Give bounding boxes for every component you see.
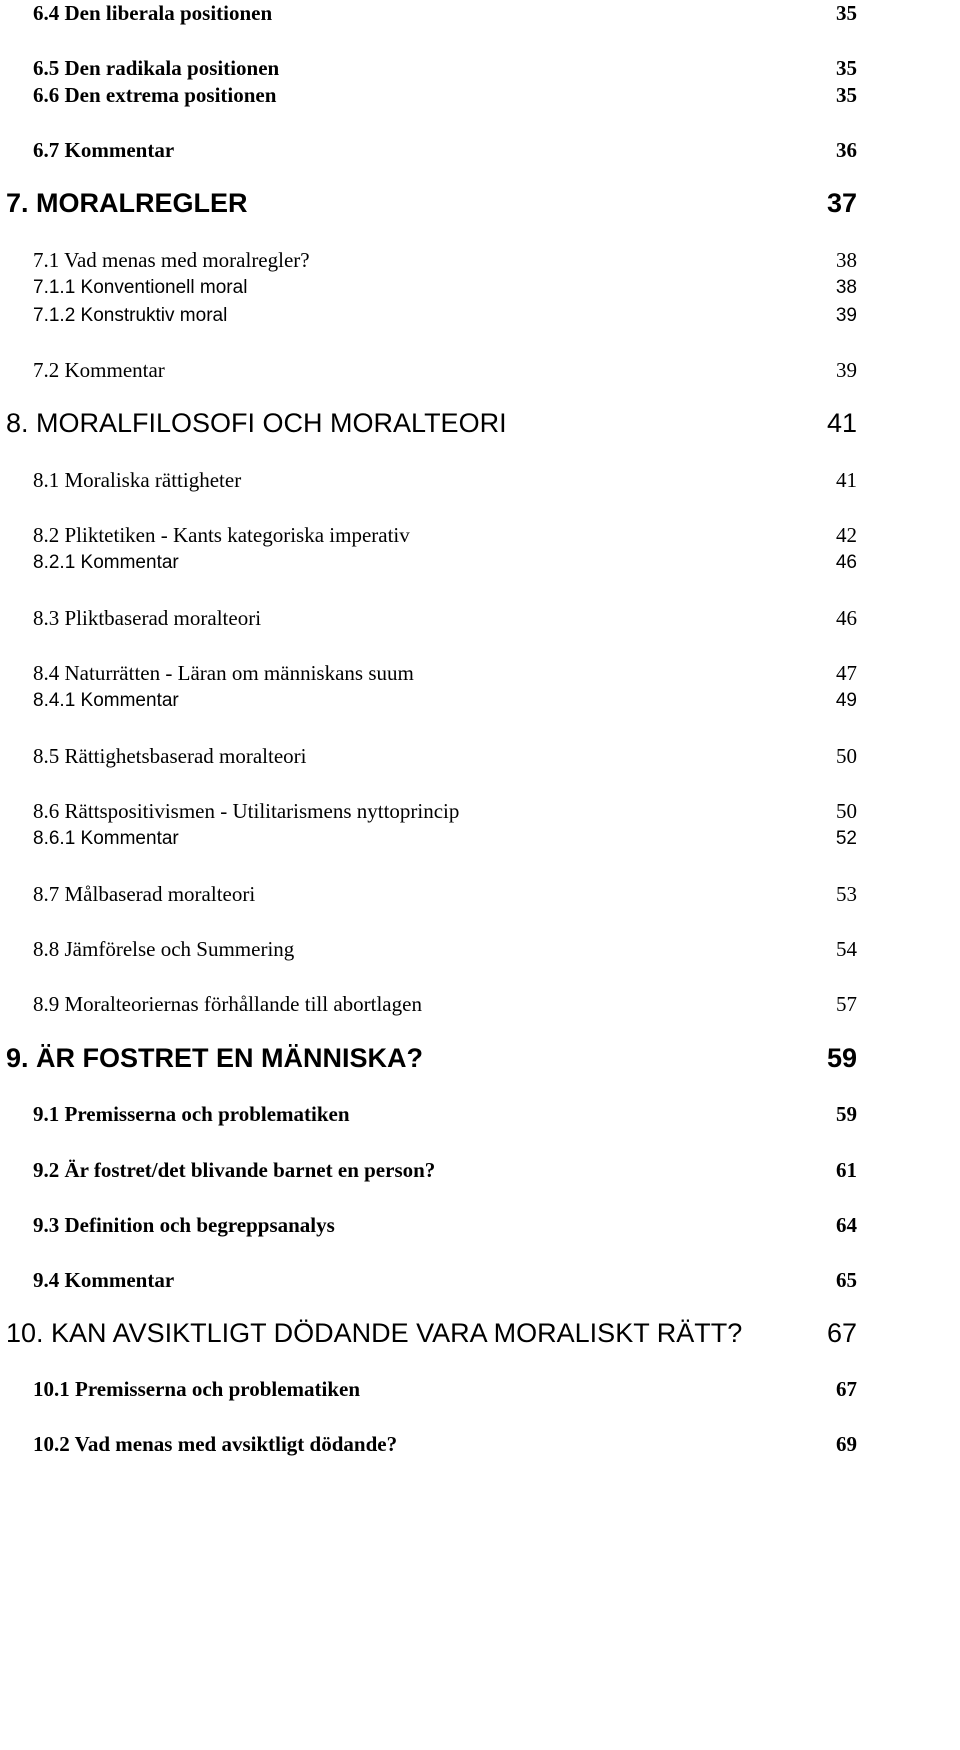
toc-entry[interactable] bbox=[0, 1150, 960, 1190]
toc-entry-title: 6.5 Den radikala positionen bbox=[33, 56, 280, 80]
toc-entry[interactable] bbox=[0, 1094, 960, 1134]
toc-entry-page: 59 bbox=[836, 1102, 857, 1126]
toc-entry-title: 10.2 Vad menas med avsiktligt dödande? bbox=[33, 1432, 398, 1456]
toc-entry[interactable] bbox=[0, 1424, 960, 1464]
toc-entry-title: 8.2.1 Kommentar bbox=[33, 552, 179, 573]
toc-entry-title: 6.7 Kommentar bbox=[33, 138, 175, 162]
toc-entry[interactable] bbox=[0, 350, 960, 390]
toc-entry[interactable] bbox=[0, 75, 960, 115]
toc-entry-page: 54 bbox=[836, 937, 857, 961]
toc-entry-title: 7.1.2 Konstruktiv moral bbox=[33, 305, 228, 326]
toc-entry[interactable] bbox=[0, 130, 960, 170]
toc-entry-page: 35 bbox=[836, 83, 857, 107]
toc-entry-title: 8.6.1 Kommentar bbox=[33, 828, 179, 849]
toc-entry-page: 35 bbox=[836, 56, 857, 80]
toc-entry-title: 8.1 Moraliska rättigheter bbox=[33, 468, 242, 492]
toc-entry-page: 67 bbox=[836, 1377, 857, 1401]
toc-entry-title: 10.1 Premisserna och problematiken bbox=[33, 1377, 361, 1401]
toc-entry-page: 50 bbox=[836, 799, 857, 823]
toc-entry[interactable] bbox=[0, 460, 960, 500]
toc-entry-page: 41 bbox=[826, 408, 857, 438]
toc-entry-page: 39 bbox=[835, 305, 857, 326]
toc-entry-title: 8.8 Jämförelse och Summering bbox=[33, 937, 295, 961]
toc-entry[interactable] bbox=[0, 403, 960, 443]
toc-entry[interactable] bbox=[0, 543, 960, 583]
toc-entry[interactable] bbox=[0, 183, 960, 223]
toc-entry-page: 65 bbox=[836, 1268, 857, 1292]
toc-entry-page: 59 bbox=[826, 1043, 857, 1073]
toc-entry-title: 8.4.1 Kommentar bbox=[33, 690, 179, 711]
toc-entry-page: 50 bbox=[836, 744, 857, 768]
toc-entry[interactable] bbox=[0, 929, 960, 969]
toc-entry-title: 7.1.1 Konventionell moral bbox=[33, 277, 248, 298]
toc-entry-title: 6.4 Den liberala positionen bbox=[33, 1, 273, 25]
toc-entry[interactable] bbox=[0, 1260, 960, 1300]
toc-entry-page: 61 bbox=[836, 1158, 857, 1182]
toc-entry[interactable] bbox=[0, 1369, 960, 1409]
toc-entry[interactable] bbox=[0, 984, 960, 1024]
toc-entry-page: 37 bbox=[826, 188, 857, 218]
toc-entry[interactable] bbox=[0, 0, 960, 33]
toc-entry[interactable] bbox=[0, 736, 960, 776]
toc-entry-page: 41 bbox=[836, 468, 857, 492]
toc-chapter-title: 7. MORALREGLER bbox=[6, 188, 248, 218]
toc-entry-page: 36 bbox=[836, 138, 857, 162]
toc-entry-title: 7.2 Kommentar bbox=[33, 358, 165, 382]
toc-entry-title: 8.4 Naturrätten - Läran om människans suum bbox=[33, 661, 414, 685]
toc-entry[interactable] bbox=[0, 874, 960, 914]
toc-entry-title: 7.1 Vad menas med moralregler? bbox=[33, 248, 310, 272]
toc-entry-title: 8.2 Pliktetiken - Kants kategoriska imperativ bbox=[33, 523, 410, 547]
toc-entry-page: 57 bbox=[836, 992, 857, 1016]
toc-entry-page: 52 bbox=[835, 828, 857, 849]
toc-entry-page: 64 bbox=[836, 1213, 857, 1237]
toc-entry[interactable] bbox=[0, 1205, 960, 1245]
toc-chapter-title: 10. KAN AVSIKTLIGT DÖDANDE VARA MORALISKT RÄTT? bbox=[6, 1318, 743, 1348]
toc-entry-title: 9.4 Kommentar bbox=[33, 1268, 175, 1292]
toc-entry-page: 39 bbox=[836, 358, 857, 382]
toc-entry[interactable] bbox=[0, 819, 960, 859]
toc-entry-title: 9.3 Definition och begreppsanalys bbox=[33, 1213, 335, 1237]
toc-entry-title: 8.7 Målbaserad moralteori bbox=[33, 882, 256, 906]
toc-entry-page: 47 bbox=[836, 661, 857, 685]
toc-entry-page: 42 bbox=[836, 523, 857, 547]
toc-entry-title: 6.6 Den extrema positionen bbox=[33, 83, 277, 107]
toc-entry-page: 67 bbox=[826, 1318, 857, 1348]
toc-entry-title: 9.2 Är fostret/det blivande barnet en person? bbox=[33, 1158, 436, 1182]
toc-entry-page: 69 bbox=[836, 1432, 857, 1456]
toc-entry-title: 8.9 Moralteoriernas förhållande till abortlagen bbox=[33, 992, 422, 1016]
toc-entry[interactable] bbox=[0, 296, 960, 336]
toc-entry[interactable] bbox=[0, 598, 960, 638]
toc-entry-page: 35 bbox=[836, 1, 857, 25]
toc-entry-title: 8.5 Rättighetsbaserad moralteori bbox=[33, 744, 307, 768]
toc-entry-title: 8.6 Rättspositivismen - Utilitarismens nyttoprincip bbox=[33, 799, 460, 823]
toc-entry[interactable] bbox=[0, 681, 960, 721]
toc-entry[interactable] bbox=[0, 1038, 960, 1078]
toc-entry-title: 9.1 Premisserna och problematiken bbox=[33, 1102, 350, 1126]
toc-chapter-title: 9. ÄR FOSTRET EN MÄNNISKA? bbox=[6, 1043, 424, 1073]
toc-entry-page: 53 bbox=[836, 882, 857, 906]
toc-entry-title: 8.3 Pliktbaserad moralteori bbox=[33, 606, 262, 630]
toc-entry-page: 38 bbox=[835, 277, 857, 298]
toc-entry-page: 49 bbox=[835, 690, 857, 711]
toc-entry-page: 38 bbox=[836, 248, 857, 272]
toc-entry-page: 46 bbox=[836, 606, 857, 630]
toc-entry-page: 46 bbox=[835, 552, 857, 573]
toc-chapter-title: 8. MORALFILOSOFI OCH MORALTEORI bbox=[6, 408, 507, 438]
toc-entry[interactable] bbox=[0, 1313, 960, 1353]
